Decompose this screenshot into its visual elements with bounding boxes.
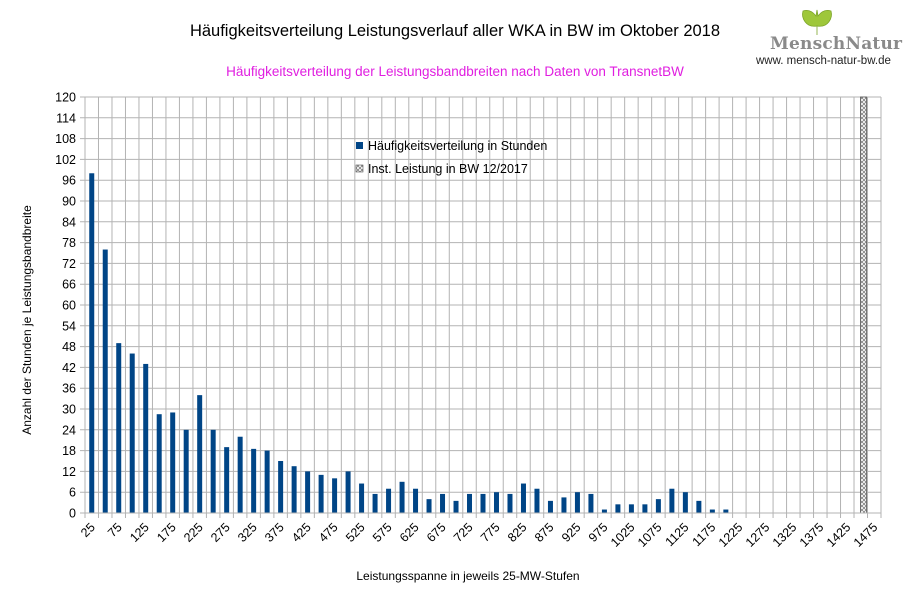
y-tick-label: 84 [62,215,76,230]
bar [278,461,283,513]
y-tick-label: 6 [69,485,76,500]
y-tick-label: 114 [56,111,76,126]
x-tick-label: 875 [531,520,557,545]
x-tick-label: 1225 [715,520,746,550]
x-tick-label: 825 [504,520,530,545]
chart-title: Häufigkeitsverteilung Leistungsverlauf aller WKA in BW im Oktober 2018 [189,22,721,40]
bar [588,494,593,513]
x-tick-label: 275 [208,520,233,545]
x-tick-label: 575 [370,520,395,545]
bar [184,430,189,513]
x-tick-label: 1375 [796,520,827,550]
x-tick-label: 1025 [607,520,638,550]
brand-url: www. mensch-natur-bw.de [756,55,891,67]
y-tick-label: 42 [62,360,76,375]
bar [669,489,674,513]
bar [534,489,539,513]
x-tick-label: 25 [78,520,98,540]
bar [642,504,647,513]
bar [521,484,526,513]
y-tick-label: 36 [62,381,76,396]
bar [143,364,148,513]
y-tick-label: 18 [62,444,76,459]
chart-subtitle: Häufigkeitsverteilung der Leistungsbandbreiten nach Daten von TransnetBW [226,64,684,79]
bar [238,437,243,513]
bar [507,494,512,513]
x-tick-label: 75 [105,520,125,540]
y-tick-label: 30 [62,402,76,417]
legend-swatch-frequency [356,142,363,149]
bar [400,482,405,513]
bar [170,412,175,513]
bar [265,451,270,513]
bar [319,475,324,513]
bar [103,250,108,513]
y-tick-label: 0 [69,506,76,521]
bar [251,449,256,513]
x-tick-label: 675 [423,520,449,545]
bar [427,499,432,513]
y-tick-label: 72 [62,256,76,271]
x-tick-label: 175 [154,520,179,545]
brand-name: MenschNatur [770,34,903,54]
x-tick-label: 325 [235,520,260,545]
legend-label-frequency: Häufigkeitsverteilung in Stunden [368,139,548,153]
bar [481,494,486,513]
x-tick-label: 125 [127,520,152,545]
x-tick-label: 475 [316,520,341,545]
x-tick-label: 1425 [823,520,854,550]
bar [696,501,701,513]
x-tick-label: 1075 [634,520,665,550]
y-tick-label: 66 [62,277,76,292]
legend-label-installed: Inst. Leistung in BW 12/2017 [368,162,528,176]
bar [157,414,162,513]
y-tick-label: 96 [62,173,76,188]
bar [494,492,499,513]
bar [629,504,634,513]
x-tick-label: 1175 [689,520,719,550]
bar [359,484,364,513]
bar [211,430,216,513]
bar [454,501,459,513]
y-tick-label: 120 [55,90,76,105]
bar [373,494,378,513]
y-tick-label: 90 [62,194,76,209]
x-tick-label: 925 [558,520,584,545]
bar [197,395,202,513]
y-axis-label: Anzahl der Stunden je Leistungsbandbreite [20,205,34,435]
x-tick-label: 975 [585,520,611,545]
x-tick-label: 725 [450,520,476,545]
bar [346,471,351,513]
bar [440,494,445,513]
y-tick-label: 60 [62,298,76,313]
y-tick-label: 108 [55,132,76,147]
x-tick-label: 225 [181,520,206,545]
y-tick-label: 54 [62,319,76,334]
bar [116,343,121,513]
x-tick-label: 375 [262,520,287,545]
x-tick-label: 1125 [662,520,692,550]
bar [89,173,94,513]
bar [548,501,553,513]
bar [332,478,337,513]
bar [656,499,661,513]
y-tick-label: 24 [62,423,76,438]
x-tick-label: 1475 [850,520,881,550]
bar [130,354,135,513]
bar [305,471,310,513]
bar [615,504,620,513]
bar [710,510,715,513]
bar [602,510,607,513]
x-tick-label: 425 [289,520,314,545]
bar [723,510,728,513]
x-tick-label: 1325 [769,520,800,550]
x-tick-label: 525 [343,520,368,545]
y-tick-label: 12 [62,464,76,479]
x-tick-label: 775 [477,520,503,545]
legend [356,139,547,176]
bar [575,492,580,513]
x-tick-label: 1275 [742,520,773,550]
installed-capacity-bar [860,97,866,513]
x-axis-label: Leistungsspanne in jeweils 25-MW-Stufen [356,569,580,583]
bar [413,489,418,513]
bar [224,447,229,513]
y-tick-label: 78 [62,236,76,251]
y-tick-label: 102 [55,152,76,167]
x-tick-label: 625 [397,520,422,545]
bar [683,492,688,513]
bar [386,489,391,513]
bar [292,466,297,513]
legend-swatch-installed [356,165,363,172]
bar [467,494,472,513]
y-tick-label: 48 [62,340,76,355]
bar [561,497,566,513]
